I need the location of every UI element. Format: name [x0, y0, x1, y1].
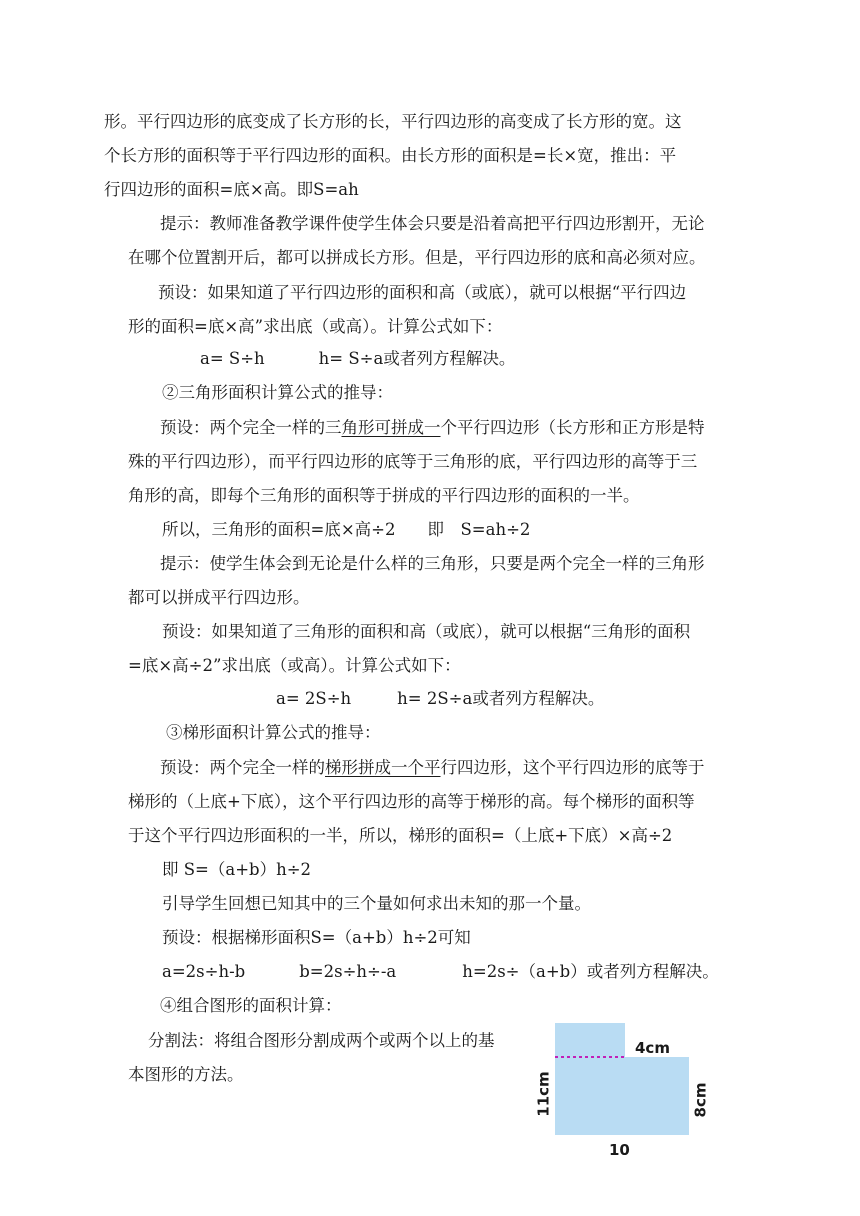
formula: a= 2S÷h — [276, 689, 352, 708]
label-bottom-width: 10 — [609, 1141, 630, 1159]
text-line: 行四边形的面积=底×高。即S=ah — [104, 180, 359, 199]
formula: h=2s÷（a+b）或者列方程解决。 — [462, 962, 719, 981]
formula: h= 2S÷a或者列方程解决。 — [397, 689, 605, 708]
text-line: 角形的高，即每个三角形的面积等于拼成的平行四边形的面积的一半。 — [128, 486, 640, 505]
formula: h= S÷a或者列方程解决。 — [318, 349, 516, 368]
text-line: 所以，三角形的面积=底×高÷2 即 S=ah÷2 — [162, 520, 531, 539]
text-line: 分割法：将组合图形分割成两个或两个以上的基 — [148, 1031, 495, 1050]
text-line: 都可以拼成平行四边形。 — [128, 588, 310, 607]
label-left-height: 11cm — [534, 1071, 553, 1117]
text-line: 预设：根据梯形面积S=（a+b）h÷2可知 — [162, 928, 471, 947]
formula: a= S÷h — [200, 349, 265, 368]
text-line: 预设：如果知道了平行四边形的面积和高（或底），就可以根据“平行四边 — [158, 283, 687, 302]
text-line: 殊的平行四边形），而平行四边形的底等于三角形的底，平行四边形的高等于三 — [128, 452, 698, 471]
text-line: 引导学生回想已知其中的三个量如何求出未知的那一个量。 — [162, 894, 591, 913]
formula-line — [276, 687, 604, 711]
text-line: 个长方形的面积等于平行四边形的面积。由长方形的面积是=长×宽，推出：平 — [104, 146, 677, 165]
underlined-text: 梯形拼成一个平 — [325, 758, 441, 777]
text-line: 梯形的（上底+下底），这个平行四边形的高等于梯形的高。每个梯形的面积等 — [128, 792, 695, 811]
underlined-text: 角形可拼成一 — [341, 418, 441, 437]
composite-shape-figure — [525, 1015, 725, 1165]
label-right-height: 8cm — [691, 1082, 710, 1118]
text-line: 即 S=（a+b）h÷2 — [162, 860, 312, 879]
text-line: 在哪个位置割开后，都可以拼成长方形。但是，平行四边形的底和高必须对应。 — [128, 248, 706, 267]
text-line: 形。平行四边形的底变成了长方形的长，平行四边形的高变成了长方形的宽。这 — [104, 112, 682, 131]
section-heading: ②三角形面积计算公式的推导： — [162, 383, 393, 402]
text-line: =底×高÷2”求出底（或高）。计算公式如下： — [128, 656, 461, 675]
text-line: 形的面积=底×高”求出底（或高）。计算公式如下： — [128, 317, 503, 336]
section-heading: ④组合图形的面积计算： — [160, 996, 342, 1015]
label-top-height: 4cm — [635, 1039, 670, 1057]
formula: a=2s÷h-b — [162, 962, 246, 981]
text-line: 预设：如果知道了三角形的面积和高（或底），就可以根据“三角形的面积 — [162, 622, 691, 641]
text-line: 预设：两个完全一样的三角形可拼成一个平行四边形（长方形和正方形是特 — [160, 418, 705, 437]
text-line: 于这个平行四边形面积的一半，所以，梯形的面积=（上底+下底）×高÷2 — [128, 826, 673, 845]
formula-line — [162, 960, 719, 984]
text-line: 提示：使学生体会到无论是什么样的三角形，只要是两个完全一样的三角形 — [160, 554, 705, 573]
text-line: 预设：两个完全一样的梯形拼成一个平行四边形，这个平行四边形的底等于 — [160, 758, 705, 777]
text-line: 提示：教师准备教学课件使学生体会只要是沿着高把平行四边形割开，无论 — [160, 214, 705, 233]
section-heading: ③梯形面积计算公式的推导： — [166, 723, 381, 742]
formula-line — [200, 347, 515, 371]
formula: b=2s÷h÷-a — [299, 962, 397, 981]
text-line: 本图形的方法。 — [128, 1065, 244, 1084]
